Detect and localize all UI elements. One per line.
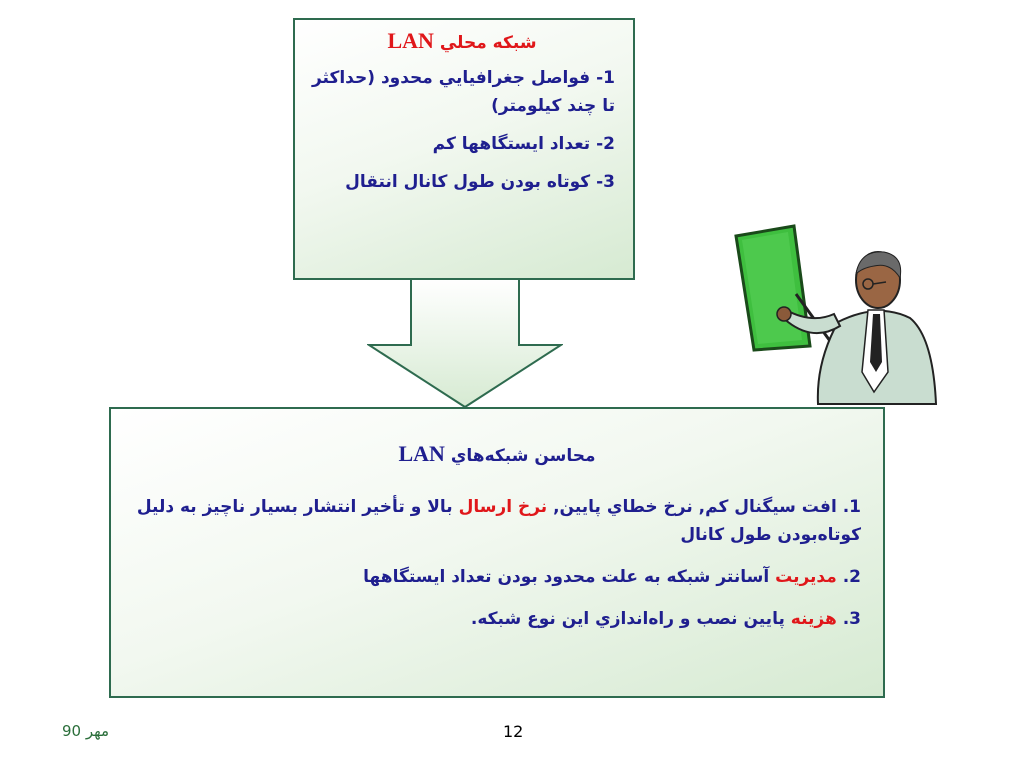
footer-date: مهر 90: [62, 722, 110, 740]
lan-feature-1: 1- فواصل جغرافيايي محدود (حداكثر تا چند كيلومتر): [311, 68, 615, 116]
lan-definition-title: شبكه محلي LAN: [387, 28, 537, 53]
advantage-1: 1. افت سيگنال كم, نرخ خطاي پايين, نرخ ارسال بالا و تأخير انتشار بسيار ناچيز به دليل كوتاه‌بودن طول كانال: [136, 497, 861, 545]
teacher-illustration-icon: [728, 222, 940, 408]
advantage-3: 3. هزينه پايين نصب و راه‌اندازي اين نوع شبكه.: [470, 609, 861, 629]
down-arrow-icon: [367, 278, 563, 409]
page-number: 12: [503, 722, 524, 741]
lan-advantages-title: محاسن شبكه‌هاي LAN: [398, 441, 596, 466]
lan-feature-3: 3- كوتاه بودن طول كانال انتقال: [345, 172, 615, 192]
lan-definition-box: [293, 18, 635, 280]
lan-advantages-box: [109, 407, 885, 698]
lan-feature-2: 2- تعداد ايستگاهها كم: [432, 134, 615, 154]
advantage-2: 2. مديريت آسانتر شبكه به علت محدود بودن تعداد ايستگاهها: [363, 567, 861, 587]
